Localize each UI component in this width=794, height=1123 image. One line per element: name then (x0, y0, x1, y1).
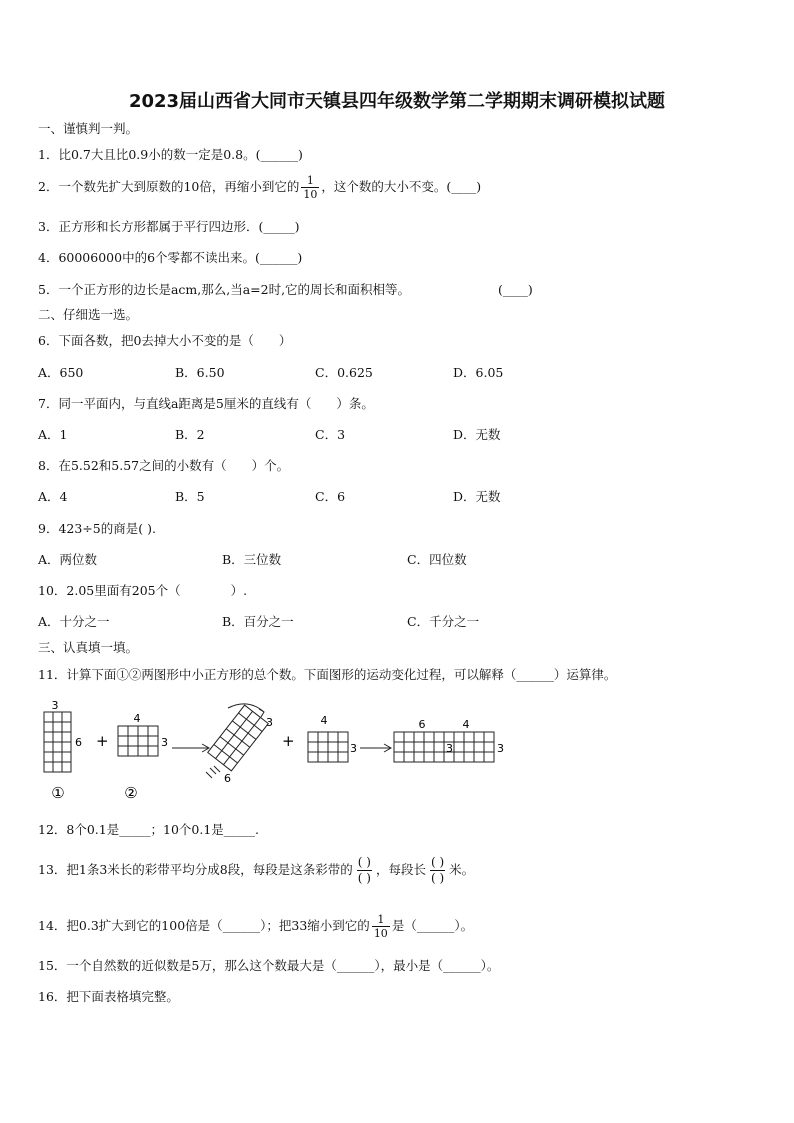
grid-1-side-label: 6 (75, 736, 82, 749)
fraction-denominator: 10 (303, 188, 318, 201)
question-2-text: 2．一个数先扩大到原数的10倍，再缩小到它的 (38, 179, 300, 194)
grid-4-mid-label: 3 (446, 742, 453, 755)
q7-option-a: A．1 (38, 427, 68, 442)
question-10: 10．2.05里面有205个（ ）. (38, 583, 248, 598)
grid-figure (38, 700, 508, 805)
section-heading-2: 二、仔细选一选。 (38, 307, 139, 322)
blank-fraction-2 (430, 855, 445, 886)
plus-sign-1: + (96, 732, 109, 750)
grid-3-top-label: 4 (320, 714, 328, 727)
question-3: 3．正方形和长方形都属于平行四边形．(_____) (38, 219, 300, 234)
rotated-grid (208, 705, 269, 771)
grid-1 (44, 712, 71, 772)
q10-option-a: A．十分之一 (38, 614, 110, 629)
q8-option-a: A．4 (38, 489, 68, 504)
question-2-text-end: ，这个数的大小不变。(____) (321, 179, 482, 194)
question-5-blank: (____) (498, 282, 533, 297)
question-15: 15．一个自然数的近似数是5万，那么这个数最大是（______），最小是（______）。 (38, 958, 500, 973)
q8-option-b: B．5 (175, 489, 205, 504)
grid-3-side-label: 3 (350, 742, 357, 755)
plus-sign-2: + (282, 732, 295, 750)
grid-4-top-left-label: 6 (418, 718, 426, 731)
section-heading-3: 三、认真填一填。 (38, 640, 139, 655)
grid-2-circle-label: ② (124, 784, 138, 802)
q7-option-b: B．2 (175, 427, 205, 442)
question-12: 12．8个0.1是_____；10个0.1是_____. (38, 822, 259, 837)
q9-option-c: C．四位数 (407, 552, 467, 567)
page-title: 2023届山西省大同市天镇县四年级数学第二学期期末调研模拟试题 (128, 91, 666, 112)
question-16: 16．把下面表格填完整。 (38, 989, 179, 1004)
fraction-numerator: 1 (301, 174, 319, 188)
q7-option-c: C．3 (315, 427, 346, 442)
question-5: 5．一个正方形的边长是acm,那么,当a=2时,它的周长和面积相等。 (38, 282, 411, 297)
grid-4-top-right-label: 4 (462, 718, 470, 731)
question-13 (38, 855, 474, 886)
question-14-text: 14．把0.3扩大到它的100倍是（______）；把33缩小到它的 (38, 918, 370, 933)
question-11: 11．计算下面①②两图形中小正方形的总个数。下面图形的运动变化过程，可以解释（______）运算律。 (38, 667, 617, 682)
fraction-one-tenth (301, 174, 319, 201)
fraction-one-tenth (372, 913, 390, 940)
q6-option-b: B．6.50 (175, 365, 225, 380)
rotation-arrow (228, 704, 264, 712)
arrow-1 (172, 744, 209, 752)
q10-option-c: C．千分之一 (407, 614, 480, 629)
blank-numerator: ( ) (357, 855, 371, 869)
blank-numerator: ( ) (430, 855, 445, 869)
q6-option-d: D．6.05 (453, 365, 504, 380)
q6-option-a: A．650 (38, 365, 84, 380)
question-13-text: 13．把1条3米长的彩带平均分成8段，每段是这条彩带的 (38, 862, 353, 877)
fraction-numerator: 1 (372, 913, 390, 927)
question-8: 8．在5.52和5.57之间的小数有（ ）个。 (38, 458, 290, 473)
rotated-grid-bottom-label: 6 (224, 772, 231, 785)
grid-2-top-label: 4 (133, 712, 141, 725)
section-heading-1: 一、谨慎判一判。 (38, 121, 139, 136)
blank-denominator: ( ) (430, 871, 445, 885)
question-4: 4．60006000中的6个零都不读出来。(______) (38, 250, 303, 265)
q6-option-c: C．0.625 (315, 365, 373, 380)
grid-3 (308, 732, 348, 762)
q9-option-a: A．两位数 (38, 552, 98, 567)
q7-option-d: D．无数 (453, 427, 501, 442)
question-1: 1．比0.7大且比0.9小的数一定是0.8。(______) (38, 147, 303, 162)
rotated-grid-side-label: 3 (266, 716, 273, 729)
grid-1-circle-label: ① (51, 784, 65, 802)
q8-option-d: D．无数 (453, 489, 501, 504)
grid-2 (118, 726, 158, 756)
question-6: 6．下面各数，把0去掉大小不变的是（ ） (38, 333, 292, 348)
arrow-2 (360, 744, 391, 752)
question-13-text-mid: ，每段长 (375, 862, 426, 877)
question-14-text-end: 是（______）。 (391, 918, 474, 933)
question-2 (38, 174, 481, 201)
q10-option-b: B．百分之一 (222, 614, 294, 629)
question-9: 9．423÷5的商是( ). (38, 521, 156, 536)
blank-denominator: ( ) (357, 871, 371, 885)
question-13-text-end: 米。 (449, 862, 475, 877)
rotation-arrowhead (259, 709, 264, 717)
grid-2-side-label: 3 (161, 736, 168, 749)
question-7: 7．同一平面内，与直线a距离是5厘米的直线有（ ）条。 (38, 396, 374, 411)
question-14 (38, 913, 473, 940)
q8-option-c: C．6 (315, 489, 346, 504)
blank-fraction-1 (357, 855, 372, 886)
grid-1-top-label: 3 (51, 700, 59, 712)
q9-option-b: B．三位数 (222, 552, 282, 567)
motion-marks (206, 766, 220, 778)
grid-4-side-label: 3 (497, 742, 504, 755)
grid-4 (394, 732, 494, 762)
fraction-denominator: 10 (373, 927, 388, 940)
